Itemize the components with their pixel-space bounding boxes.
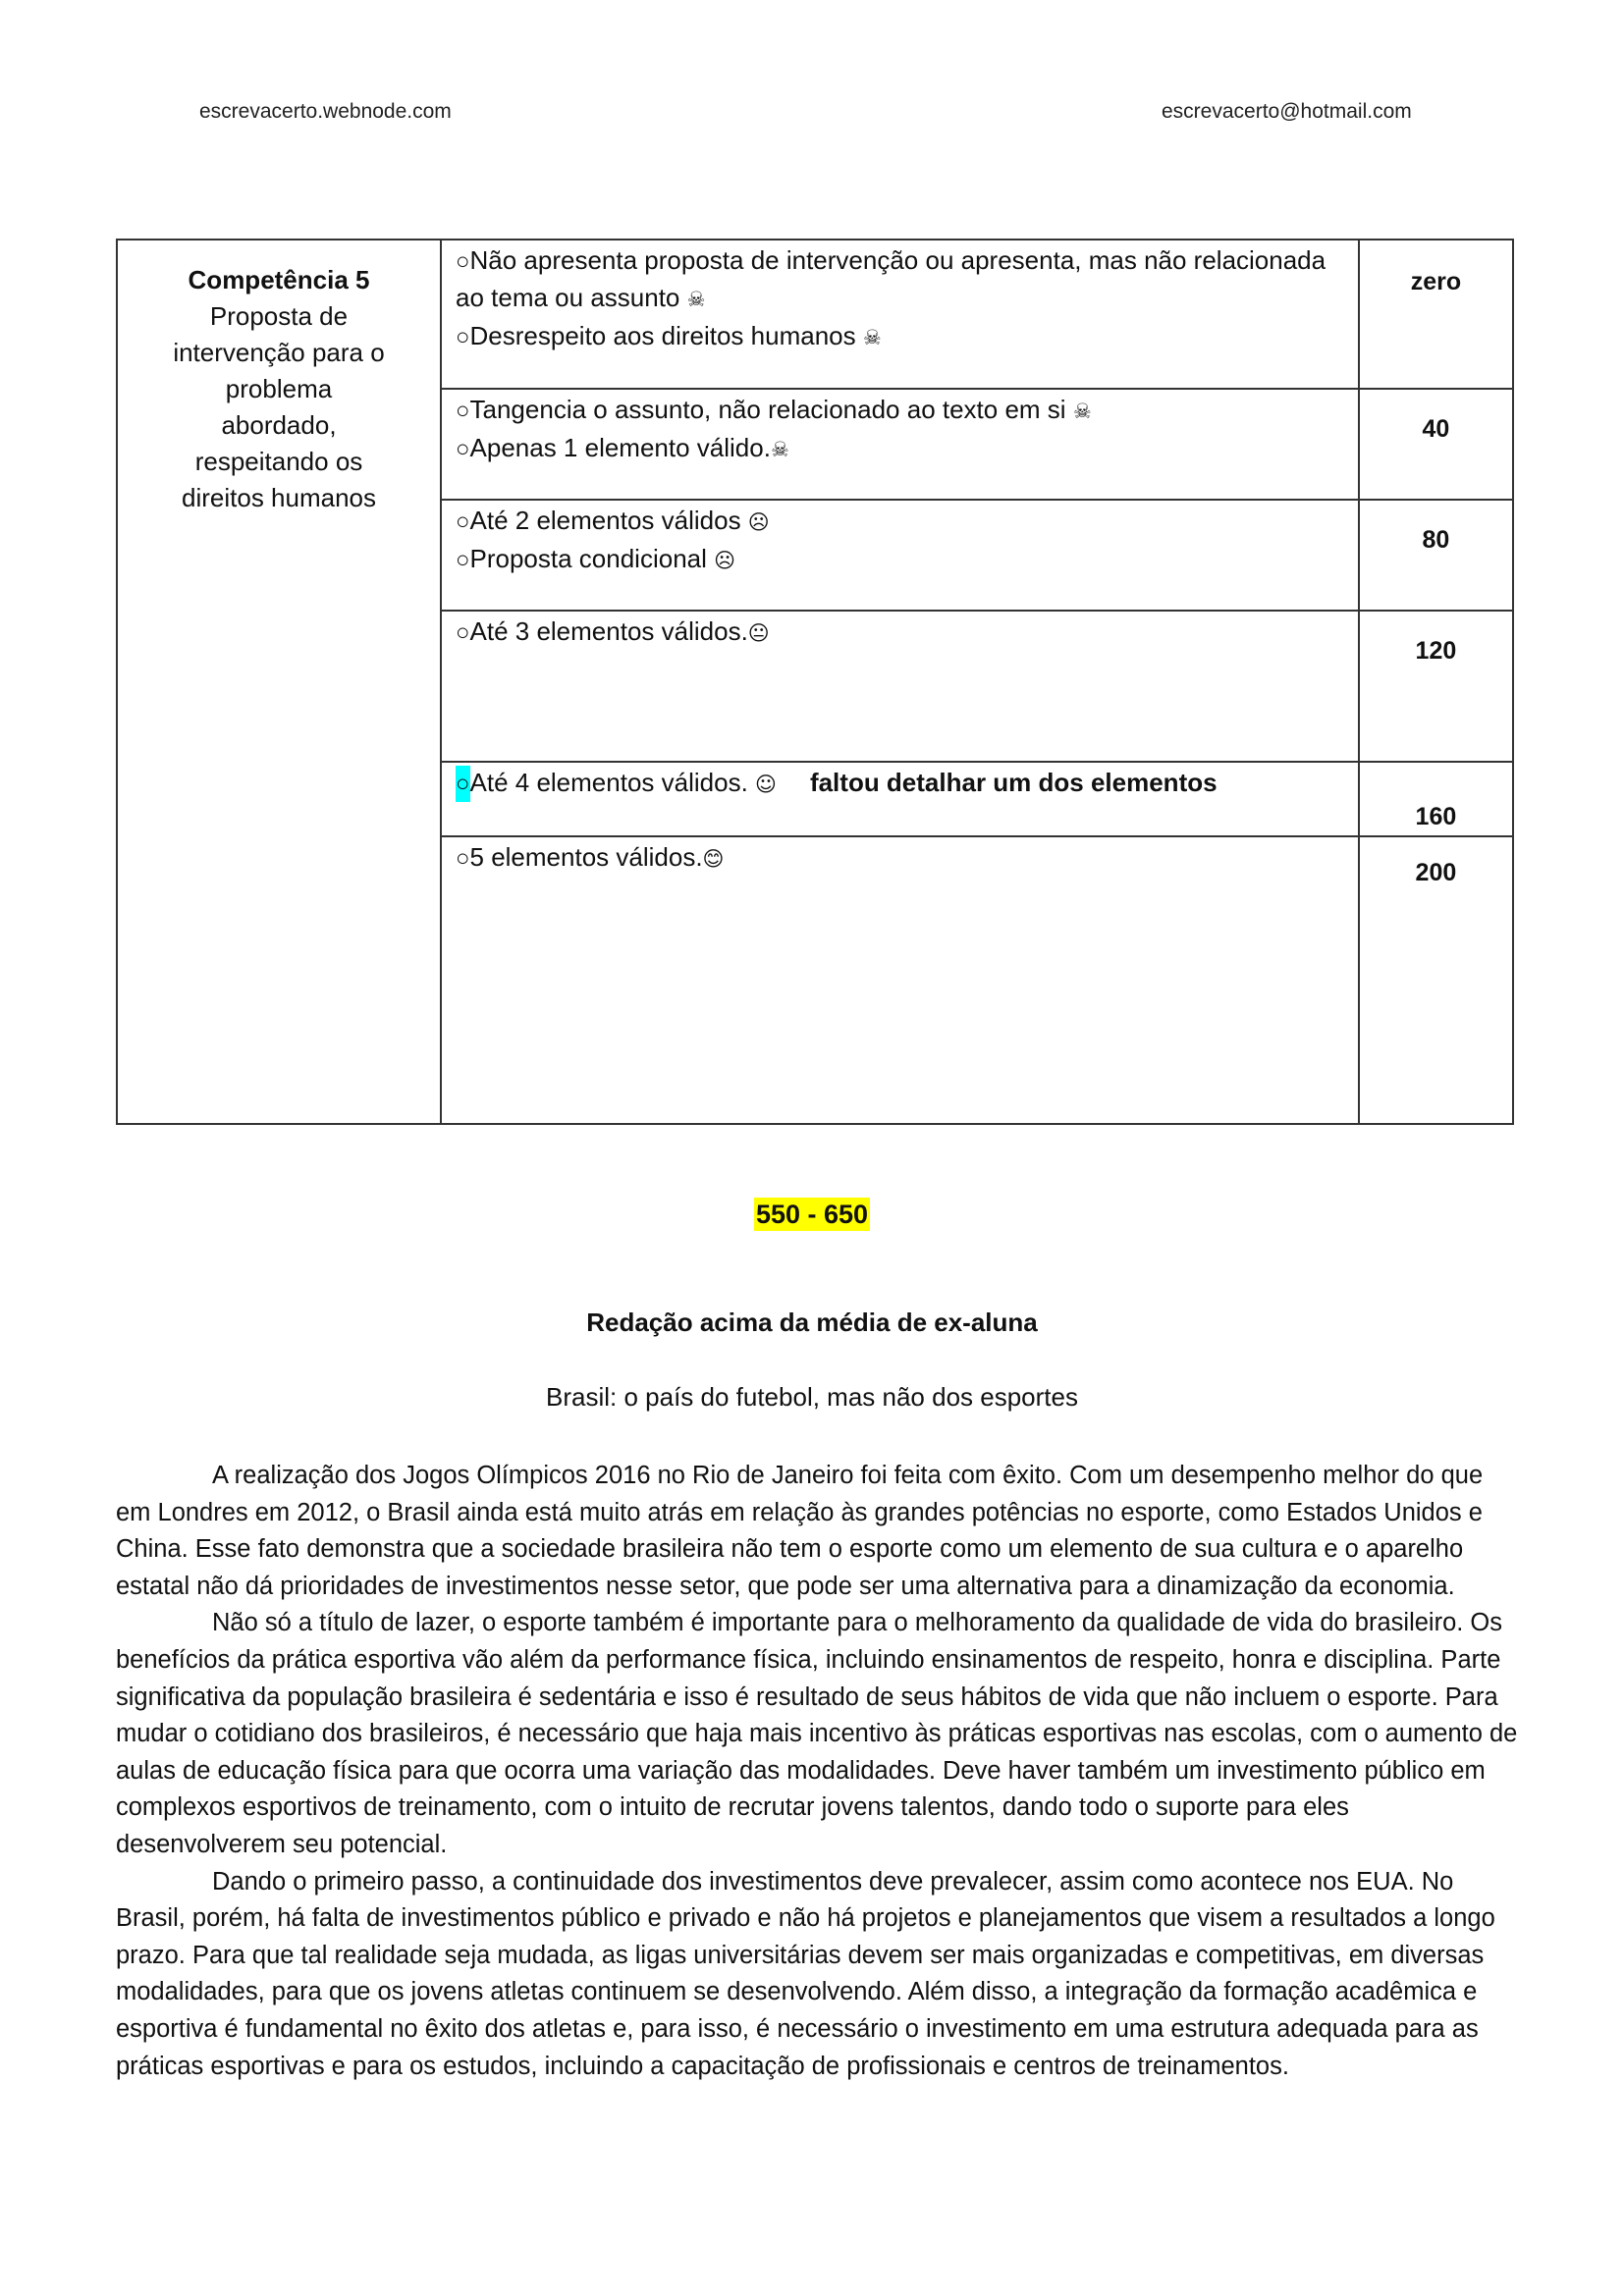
- score-range-badge: [0, 1200, 1624, 1230]
- score-cell: [1359, 836, 1513, 1124]
- smile-face-icon: ☺: [755, 773, 777, 796]
- criterion-text: Até 4 elementos válidos.: [469, 768, 748, 797]
- score-value: zero: [1410, 268, 1462, 295]
- criterion: [456, 392, 1348, 430]
- score-value: 80: [1422, 526, 1450, 554]
- criterion: [456, 430, 1348, 468]
- criterion: [456, 318, 1348, 356]
- essay-title: Brasil: o país do futebol, mas não dos esportes: [546, 1382, 1078, 1412]
- skull-crossbones-icon: ☠: [770, 438, 789, 461]
- criterion-text: Proposta condicional: [469, 544, 707, 573]
- criterion: [456, 242, 1348, 318]
- criterion-text: Até 3 elementos válidos.: [469, 616, 748, 646]
- radio-button[interactable]: ○: [456, 324, 470, 350]
- radio-button[interactable]: ○: [456, 619, 470, 646]
- header-email: escrevacerto@hotmail.com: [1162, 100, 1412, 123]
- score-value: 200: [1415, 859, 1457, 886]
- criterion-text: 5 elementos válidos.: [469, 842, 703, 872]
- essay-paragraph: A realização dos Jogos Olímpicos 2016 no Rio de Janeiro foi feita com êxito. Com um desempenho melhor do que em Londres em 2012, o Brasil ainda está muito atrás em relação às grandes potências no esporte, como Estados Unidos e China. Esse fato demonstra que a sociedade brasileira não tem o esporte como um elemento de sua cultura e o aparelho estatal não dá prioridades de investimentos nesse setor, que pode ser uma alternativa para a dinamização da economia.: [116, 1462, 1484, 1600]
- grin-face-icon: 😊: [702, 847, 725, 871]
- sad-face-icon: ☹: [747, 510, 770, 534]
- criterion: [456, 765, 1348, 803]
- competence-description: Proposta de intervenção para o problema abordado, respeitando os direitos humanos: [173, 301, 385, 512]
- score-value: 40: [1422, 415, 1450, 443]
- competence-cell: [117, 240, 441, 1124]
- criterion-text: Tangencia o assunto, não relacionado ao texto em si: [469, 395, 1066, 424]
- score-range-text: 550 - 650: [755, 1200, 869, 1229]
- criterion-text: Desrespeito aos direitos humanos: [469, 321, 856, 350]
- radio-button[interactable]: ○: [456, 436, 470, 462]
- score-value: 120: [1415, 637, 1457, 665]
- radio-button[interactable]: ○: [456, 845, 470, 872]
- skull-crossbones-icon: ☠: [1072, 400, 1092, 423]
- radio-button[interactable]: ○: [456, 508, 470, 535]
- essay-paragraph: Dando o primeiro passo, a continuidade dos investimentos deve prevalecer, assim como acontece nos EUA. No Brasil, porém, há falta de investimentos público e privado e não há projetos e planejamentos que visem a resultados a longo prazo. Para que tal realidade seja mudada, as ligas universitárias devem ser mais organizadas e competitivas, em diversas modalidades, para que os jovens atletas continuem se desenvolvendo. Além disso, a integração da formação acadêmica e esportiva é fundamental no êxito dos atletas e, para isso, é necessário o investimento em uma estrutura adequada para as práticas esportivas e para os estudos, incluindo a capacitação de profissionais e centros de treinamentos.: [116, 1867, 1495, 2080]
- rubric-table: [116, 239, 1514, 1125]
- criterion: [456, 503, 1348, 541]
- score-cell: [1359, 611, 1513, 762]
- criterion: [456, 839, 1348, 878]
- criteria-cell: [441, 500, 1359, 611]
- criterion-text: Não apresenta proposta de intervenção ou apresenta, mas não relacionada ao tema ou assunto: [456, 245, 1326, 312]
- criteria-cell: [441, 836, 1359, 1124]
- grader-note: faltou detalhar um dos elementos: [809, 768, 1218, 797]
- rubric-row: [117, 240, 1513, 389]
- criterion-text: Apenas 1 elemento válido.: [469, 433, 771, 462]
- score-cell: [1359, 240, 1513, 389]
- header-site: escrevacerto.webnode.com: [199, 100, 452, 123]
- score-value: 160: [1415, 803, 1457, 830]
- criteria-cell: [441, 389, 1359, 500]
- score-cell: [1359, 500, 1513, 611]
- essay-paragraph: Não só a título de lazer, o esporte também é importante para o melhoramento da qualidade de vida do brasileiro. Os benefícios da prática esportiva vão além da performance física, incluindo ensinamentos de respeito, honra e disciplina. Parte significativa da população brasileira é sedentária e isso é resultado de seus hábitos de vida que não incluem o esporte. Para mudar o cotidiano dos brasileiros, é necessário que haja mais incentivo às práticas esportivas nas escolas, com o aumento de aulas de educação física para que ocorra uma variação das modalidades. Deve haver também um investimento público em complexos esportivos de treinamento, com o intuito de recrutar jovens talentos, dando todo o suporte para eles desenvolverem seu potencial.: [116, 1609, 1518, 1858]
- criterion-text: Até 2 elementos válidos: [469, 506, 741, 535]
- essay-heading: Redação acima da média de ex-aluna: [586, 1308, 1038, 1337]
- score-cell: [1359, 762, 1513, 836]
- sad-face-icon: ☹: [714, 549, 736, 572]
- competence-title: Competência 5: [188, 265, 370, 294]
- score-cell: [1359, 389, 1513, 500]
- criterion: [456, 541, 1348, 579]
- radio-button[interactable]: ○: [456, 398, 470, 424]
- criteria-cell: [441, 611, 1359, 762]
- criterion: [456, 614, 1348, 652]
- neutral-face-icon: 😐: [747, 621, 770, 645]
- radio-button[interactable]: ○: [456, 248, 470, 275]
- skull-crossbones-icon: ☠: [686, 288, 706, 311]
- skull-crossbones-icon: ☠: [862, 326, 882, 349]
- criteria-cell: [441, 240, 1359, 389]
- criteria-cell: [441, 762, 1359, 836]
- essay-body: [116, 1458, 1520, 2085]
- radio-button[interactable]: ○: [456, 547, 470, 573]
- radio-button-selected[interactable]: ○: [456, 766, 470, 802]
